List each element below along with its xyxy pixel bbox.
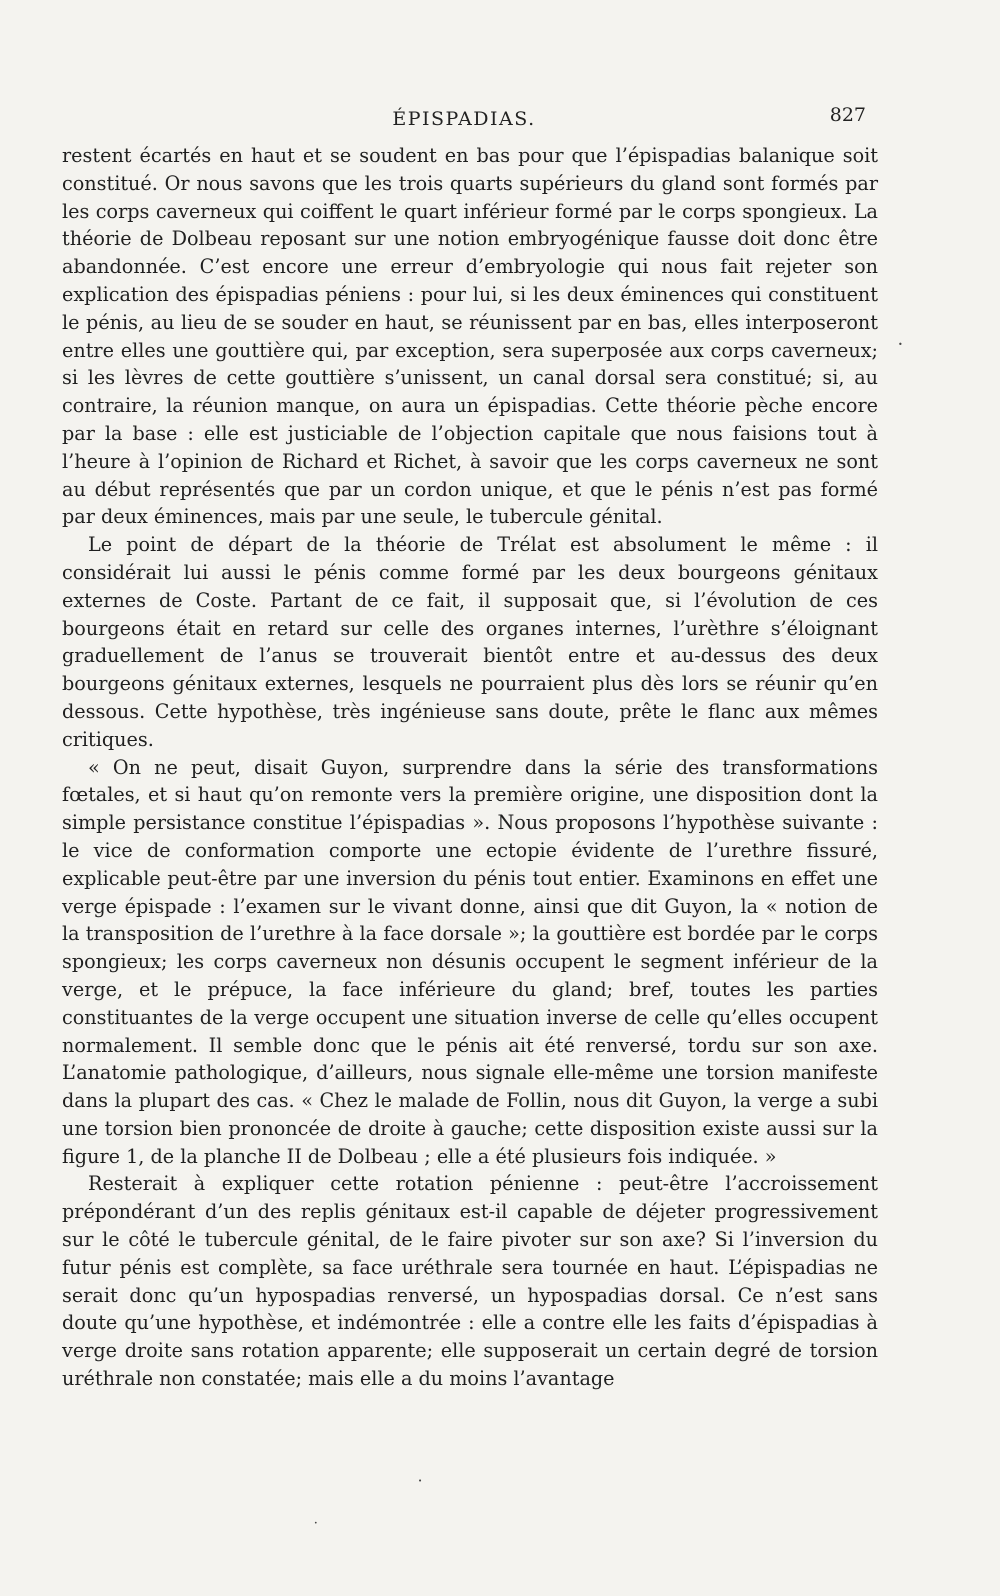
paragraph-guyon-hypothesis: « On ne peut, disait Guyon, surprendre dans la série des transformations fœtales, et si haut qu’on remonte vers la première origine, une disposition dont la simple persistance constitue l’épispadias ». Nous proposons l’hypothèse suivante : le vice de conformation comporte une ectopie évidente de l’urethre fissuré, explicable peut-être par une inversion du pénis tout entier. Examinons en effet une verge épispade : l’examen sur le vivant donne, ainsi que dit Guyon, la « notion de la transposition de l’urethre à la face dorsale »; la gouttière est bordée par le corps spongieux; les corps caverneux non désunis occupent le segment inférieur de la verge, et le prépuce, la face inférieure du gland; bref, toutes les parties constituantes de la verge occupent une situation inverse de celle qu’elles occupent normalement. Il semble donc que le pénis ait été renversé, tordu sur son axe. L’anatomie pathologique, d’ailleurs, nous signale elle-même une torsion manifeste dans la plupart des cas. « Chez le malade de Follin, nous dit Guyon, la verge a subi une torsion bien prononcée de droite à gauche; cette disposition existe aussi sur la figure 1, de la planche II de Dolbeau ; elle a été plusieurs fois indiquée. » [62, 755, 878, 1168]
page-number: 827 [829, 104, 866, 126]
speck-mark: • [898, 340, 903, 349]
running-head [62, 104, 866, 134]
speck-mark: • [418, 1477, 423, 1485]
body-text [62, 142, 878, 1393]
running-title: ÉPISPADIAS. [392, 108, 536, 130]
paragraph-continuation: restent écartés en haut et se soudent en bas pour que l’épispadias balanique soit constitué. Or nous savons que les trois quarts supérieurs du gland sont formés par les corps caverneux qui coiffent le quart inférieur formé par le corps spongieux. La théorie de Dolbeau reposant sur une notion embryogénique fausse doit donc être abandonnée. C’est encore une erreur d’embryologie qui nous fait rejeter son explication des épispadias péniens : pour lui, si les deux éminences qui constituent le pénis, au lieu de se souder en haut, se réunissent par en bas, elles interposeront entre elles une gouttière qui, par exception, sera superposée aux corps caverneux; si les lèvres de cette gouttière s’unissent, un canal dorsal sera constitué; si, au contraire, la réunion manque, on aura un épispadias. Cette théorie pèche encore par la base : elle est justiciable de l’objection capitale que nous faisions tout à l’heure à l’opinion de Richard et Richet, à savoir que les corps caverneux ne sont au début représentés que par un cordon unique, et que le pénis n’est pas formé par deux éminences, mais par une seule, le tubercule génital. [62, 144, 878, 529]
speck-mark: • [314, 1520, 318, 1527]
paragraph-trelat-theory: Le point de départ de la théorie de Trélat est absolument le même : il considérait lui aussi le pénis comme formé par les deux bourgeons génitaux externes de Coste. Partant de ce fait, il supposait que, si l’évolution de ces bourgeons était en retard sur celle des organes internes, l’urèthre s’éloignant graduellement de l’anus se trouverait bientôt entre et au-dessus des deux bourgeons génitaux externes, lesquels ne pourraient plus dès lors se réunir qu’en dessous. Cette hypothèse, très ingénieuse sans doute, prête le flanc aux mêmes critiques. [62, 533, 878, 751]
paragraph-rotation: Resterait à expliquer cette rotation pénienne : peut-être l’accroissement prépondérant d’un des replis génitaux est-il capable de déjeter progressivement sur le côté le tubercule génital, de le faire pivoter sur son axe? Si l’inversion du futur pénis est complète, sa face uréthrale sera tournée en haut. L’épispadias ne serait donc qu’un hypospadias renversé, un hypospadias dorsal. Ce n’est sans doute qu’une hypothèse, et indémontrée : elle a contre elle les faits d’épispadias à verge droite sans rotation apparente; elle supposerait un certain degré de torsion uréthrale non constatée; mais elle a du moins l’avantage [62, 1172, 878, 1391]
